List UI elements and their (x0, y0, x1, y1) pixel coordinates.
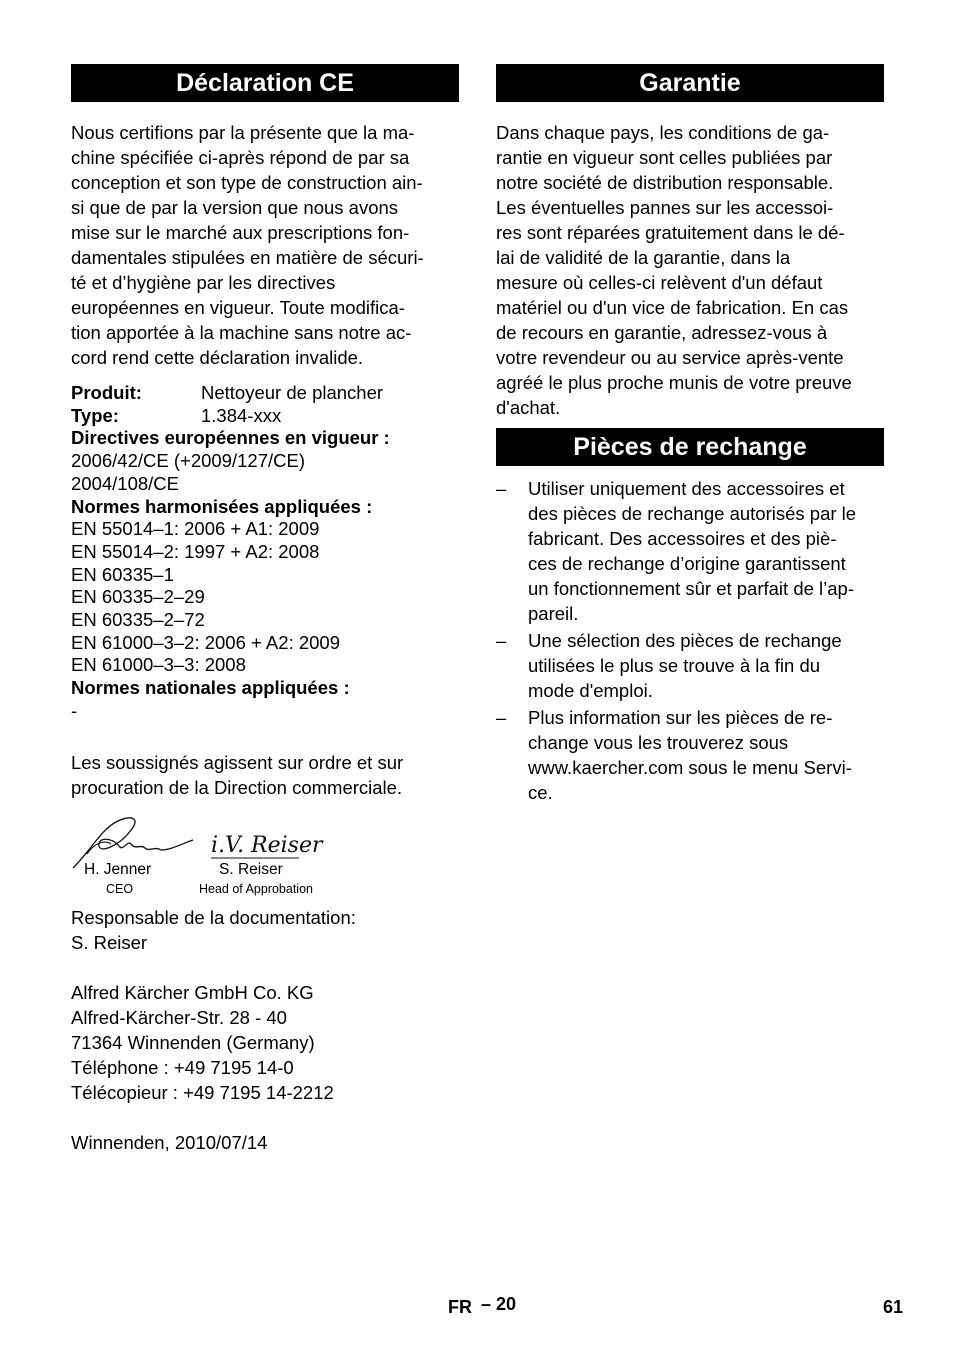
product-spec (71, 382, 459, 723)
signature-reiser: i.V. Reiser (211, 832, 323, 858)
documentation-responsible: Responsable de la documentation: S. Reiser (71, 906, 356, 953)
list-item: – Utiliser uniquement des accessoires et des pièces de rechange autorisés par le fabricant. Des accessoires et des piè- ces de rechange d’origine garantissent un fonctionnement sûr et parfait de l’ap- pareil. (496, 478, 857, 624)
right-column (496, 64, 884, 807)
directive-item: 2006/42/CE (+2009/127/CE) (71, 450, 305, 472)
company-address: Alfred Kärcher GmbH Co. KG Alfred-Kärcher-Str. 28 - 40 71364 Winnenden (Germany) Téléphone : +49 7195 14-0 Télécopieur : +49 7195 14-2212 (71, 981, 334, 1103)
harmonized-item: EN 61000–3–3: 2008 (71, 654, 246, 676)
harmonized-item: EN 55014–2: 1997 + A2: 2008 (71, 540, 320, 562)
spare-parts-title: Pièces de rechange (496, 428, 884, 466)
warranty-text: Dans chaque pays, les conditions de ga- rantie en vigueur sont celles publiées par notre société de distribution responsable. Les éventuelles pannes sur les accessoi- res sont réparées gratuitement dans le dé- lai de validité de la garantie, dans la mesure où celles-ci relèvent d'un défaut matériel ou d'un vice de fabrication. En cas de recours en garantie, adressez-vous à votre revendeur ou au service après-vente agréé le plus proche munis de votre preuve d'achat. (496, 122, 852, 418)
signer2-title: Head of Approbation (199, 881, 313, 896)
product-value: Nettoyeur de plancher (201, 382, 384, 403)
bullet-dash: – (496, 478, 507, 499)
type-row (71, 405, 459, 428)
signatories-text: Les soussignés agissent sur ordre et sur procuration de la Direction commerciale. (71, 751, 404, 798)
footer-language: FR (448, 1297, 472, 1317)
harmonized-item: EN 61000–3–2: 2006 + A2: 2009 (71, 631, 340, 653)
harmonized-item: EN 55014–1: 2006 + A1: 2009 (71, 518, 320, 540)
directives-heading: Directives européennes en vigueur : (71, 427, 390, 449)
harmonized-heading: Normes harmonisées appliquées : (71, 495, 373, 517)
national-heading: Normes nationales appliquées : (71, 677, 350, 699)
bullet-dash: – (496, 630, 507, 651)
national-value: - (71, 699, 78, 721)
type-label: Type: (71, 404, 119, 426)
signature-block (71, 810, 459, 910)
page-number: 61 (883, 1297, 904, 1317)
signer1-name: H. Jenner (84, 860, 152, 878)
bullet-dash: – (496, 707, 507, 728)
signer1-title: CEO (106, 881, 134, 896)
declaration-title: Déclaration CE (71, 64, 459, 102)
footer-local-page: – 20 (481, 1294, 517, 1314)
harmonized-item: EN 60335–2–29 (71, 586, 205, 608)
declaration-intro: Nous certifions par la présente que la ma- chine spécifiée ci-après répond de par sa conception et son type de construction ain- si que de par la version que nous avons mise sur le marché aux prescriptions fon- damentales stipulées en matière de sécuri- té et d’hygiène par les directives européennes en vigueur. Toute modifica- tion apportée à la machine sans notre ac- cord rend cette déclaration invalide. (71, 122, 424, 368)
harmonized-item: EN 60335–1 (71, 563, 174, 585)
spare-parts-list (496, 476, 884, 805)
type-value: 1.384-xxx (201, 404, 282, 426)
warranty-title: Garantie (496, 64, 884, 102)
list-item: – Une sélection des pièces de rechange utilisées le plus se trouve à la fin du mode d'emploi. (496, 630, 842, 701)
left-column (71, 64, 459, 1155)
product-row (71, 382, 459, 405)
directive-item: 2004/108/CE (71, 472, 180, 494)
product-label: Produit: (71, 382, 142, 403)
place-date: Winnenden, 2010/07/14 (71, 1131, 268, 1153)
list-item: – Plus information sur les pièces de re- change vous les trouverez sous www.kaercher.com sous le menu Servi- ce. (496, 707, 852, 803)
harmonized-item: EN 60335–2–72 (71, 609, 205, 631)
signer2-name: S. Reiser (219, 860, 283, 878)
